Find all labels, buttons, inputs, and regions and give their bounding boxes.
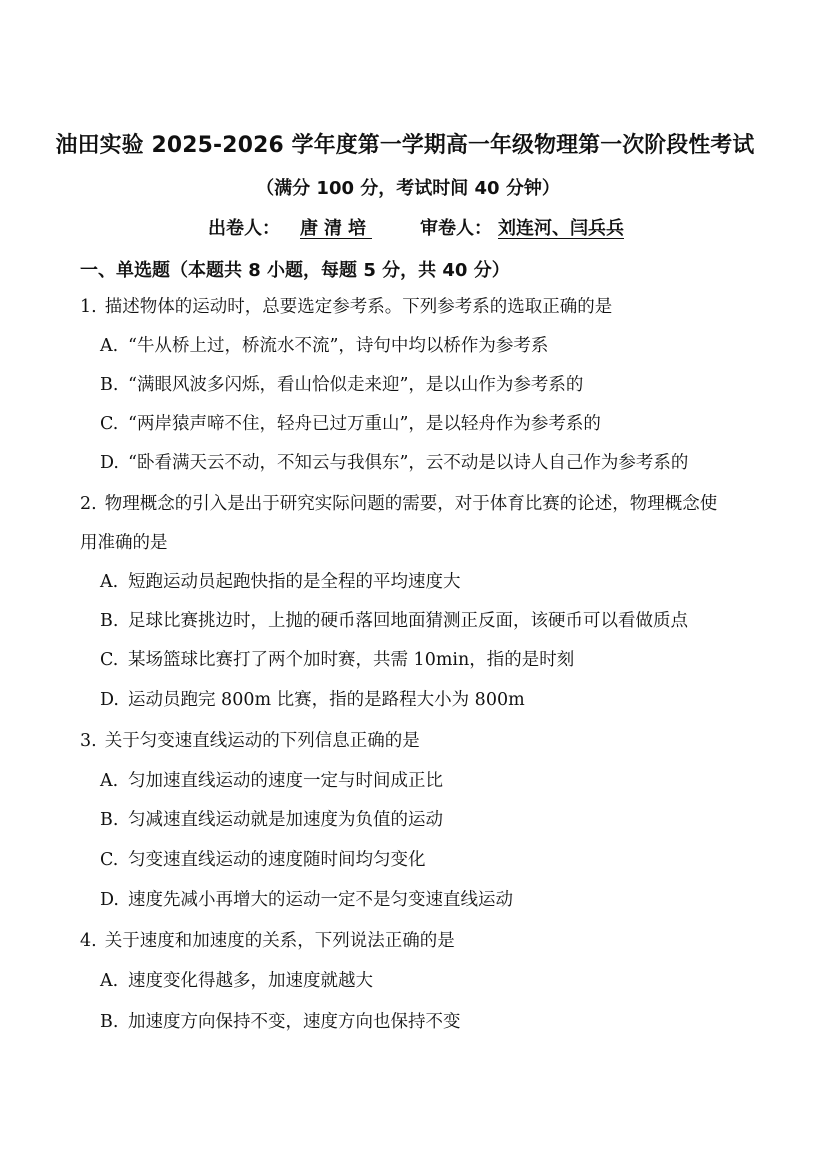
option-text: 匀变速直线运动的速度随时间均匀变化	[128, 850, 426, 870]
option-letter: C.	[100, 650, 119, 670]
question-number: 2.	[80, 494, 97, 514]
option-letter: D.	[100, 453, 119, 473]
option-text: 匀加速直线运动的速度一定与时间成正比	[128, 771, 443, 791]
option-letter: C.	[100, 850, 119, 870]
option-text: “两岸猿声啼不住，轻舟已过万重山”，是以轻舟作为参考系的	[128, 414, 601, 434]
option-letter: A.	[100, 771, 119, 791]
question-2-option-b	[100, 609, 688, 633]
exam-subtitle: （满分 100 分，考试时间 40 分钟）	[256, 178, 560, 199]
exam-title: 油田实验 2025-2026 学年度第一学期高一年级物理第一次阶段性考试	[55, 133, 755, 158]
question-3-option-d	[100, 888, 513, 912]
option-text: “牛从桥上过，桥流水不流”，诗句中均以桥作为参考系	[128, 336, 549, 356]
question-1-stem	[80, 295, 612, 319]
option-letter: B.	[100, 1012, 119, 1032]
option-letter: D.	[100, 890, 119, 910]
question-4-option-b	[100, 1010, 461, 1034]
question-1-option-b	[100, 373, 583, 397]
option-letter: D.	[100, 690, 119, 710]
option-letter: B.	[100, 611, 119, 631]
option-letter: C.	[100, 414, 119, 434]
question-text: 物理概念的引入是出于研究实际问题的需要，对于体育比赛的论述，物理概念使	[104, 494, 718, 514]
option-text: 运动员跑完 800m 比赛，指的是路程大小为 800m	[128, 690, 525, 710]
option-letter: B.	[100, 810, 119, 830]
question-text: 关于速度和加速度的关系，下列说法正确的是	[104, 931, 455, 951]
question-1-option-d	[100, 451, 688, 475]
option-text: 加速度方向保持不变，速度方向也保持不变	[128, 1012, 461, 1032]
option-letter: A.	[100, 336, 119, 356]
question-number: 4.	[80, 931, 97, 951]
question-number: 3.	[80, 731, 97, 751]
option-text: 短跑运动员起跑快指的是全程的平均速度大	[128, 572, 461, 592]
question-2-option-a	[100, 570, 461, 594]
author-line	[208, 214, 630, 240]
question-3-option-b	[100, 808, 443, 832]
option-text: 足球比赛挑边时，上抛的硬币落回地面猜测正反面，该硬币可以看做质点	[128, 611, 688, 631]
question-1-option-c	[100, 412, 601, 436]
question-2-stem	[80, 492, 717, 516]
question-3-stem	[80, 729, 420, 753]
question-2-stem-continued: 用准确的是	[80, 533, 168, 553]
question-3-option-a	[100, 769, 443, 793]
question-4-stem	[80, 929, 455, 953]
setter-label: 出卷人：	[208, 218, 280, 239]
section-heading: 一、单选题（本题共 8 小题，每题 5 分，共 40 分）	[80, 260, 510, 281]
question-1-option-a	[100, 334, 548, 358]
reviewer-name: 刘连河、闫兵兵	[498, 218, 624, 239]
option-text: “卧看满天云不动，不知云与我俱东”，云不动是以诗人自己作为参考系的	[128, 453, 689, 473]
option-text: 速度变化得越多，加速度就越大	[128, 971, 373, 991]
option-letter: B.	[100, 375, 119, 395]
reviewer-label: 审卷人：	[420, 218, 492, 239]
option-text: 速度先减小再增大的运动一定不是匀变速直线运动	[128, 890, 513, 910]
option-text: 匀减速直线运动就是加速度为负值的运动	[128, 810, 443, 830]
setter-name: 唐清培	[300, 218, 372, 239]
option-text: 某场篮球比赛打了两个加时赛，共需 10min，指的是时刻	[128, 650, 575, 670]
question-3-option-c	[100, 848, 426, 872]
option-letter: A.	[100, 572, 119, 592]
question-4-option-a	[100, 969, 373, 993]
option-text: “满眼风波多闪烁，看山恰似走来迎”，是以山作为参考系的	[128, 375, 584, 395]
option-letter: A.	[100, 971, 119, 991]
question-2-option-c	[100, 648, 574, 672]
question-text: 关于匀变速直线运动的下列信息正确的是	[104, 731, 420, 751]
question-number: 1.	[80, 297, 97, 317]
question-text: 描述物体的运动时，总要选定参考系。下列参考系的选取正确的是	[104, 297, 613, 317]
question-2-option-d	[100, 688, 525, 712]
